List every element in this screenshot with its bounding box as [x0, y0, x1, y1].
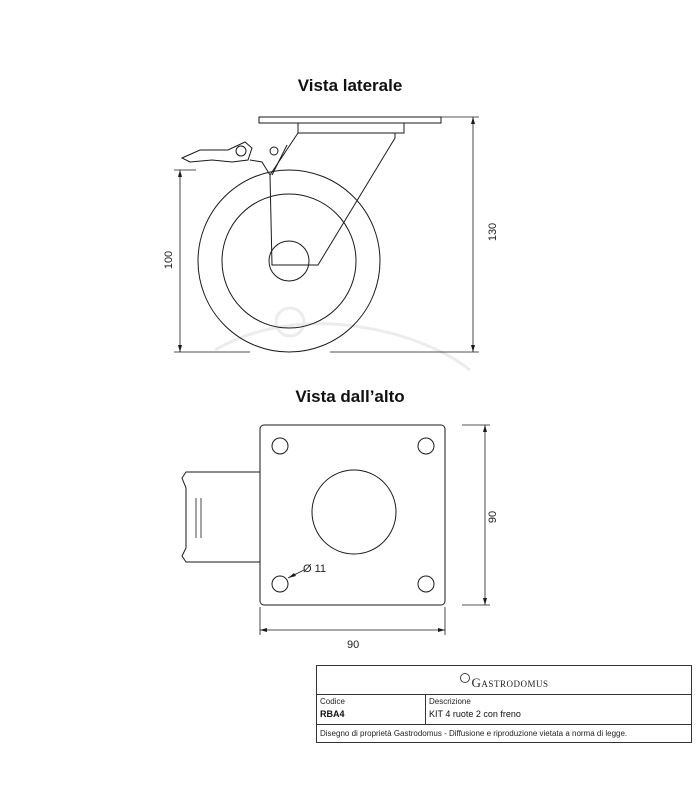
brake-pedal-top: [182, 472, 260, 562]
dim-wheel-height: 100: [163, 250, 176, 270]
center-boss: [312, 470, 396, 554]
brake-lever: [182, 142, 252, 162]
description-cell: [426, 695, 691, 725]
top-view-title: Vista dall’alto: [295, 387, 405, 406]
bolt-hole-top-left: [272, 438, 288, 454]
code-cell: [317, 695, 426, 725]
code-value: RBA4: [320, 709, 345, 719]
code-label: Codice: [320, 697, 345, 706]
mount-plate-side: [259, 117, 441, 123]
mount-plate-top: [260, 425, 445, 605]
description-label: Descrizione: [429, 697, 471, 706]
copyright-note: Disegno di proprietà Gastrodomus - Diffusione e riproduzione vietata a norma di legge.: [320, 729, 628, 738]
brand-name: Gastrodomus: [471, 675, 549, 690]
dim-hole-diameter: Ø 11: [303, 563, 327, 575]
bolt-hole-bottom-right: [418, 576, 434, 592]
side-view-drawing: [174, 117, 479, 352]
dim-total-height: 130: [487, 222, 500, 242]
side-view-title: Vista laterale: [297, 76, 403, 95]
dim-plate-width: 90: [347, 639, 360, 651]
dim-plate-depth: 90: [487, 510, 500, 524]
description-value: KIT 4 ruote 2 con freno: [429, 709, 521, 719]
bolt-hole-bottom-left: [272, 576, 288, 592]
brake-pivot: [236, 146, 246, 156]
axle-bolt: [270, 147, 278, 155]
brand-logo-icon: [460, 673, 470, 683]
wheel-hub: [269, 241, 309, 281]
brand-row: [317, 666, 691, 695]
fork: [270, 133, 395, 265]
swivel-housing: [298, 123, 404, 133]
top-view-drawing: [182, 425, 490, 635]
title-block: [316, 665, 692, 743]
bolt-hole-top-right: [418, 438, 434, 454]
